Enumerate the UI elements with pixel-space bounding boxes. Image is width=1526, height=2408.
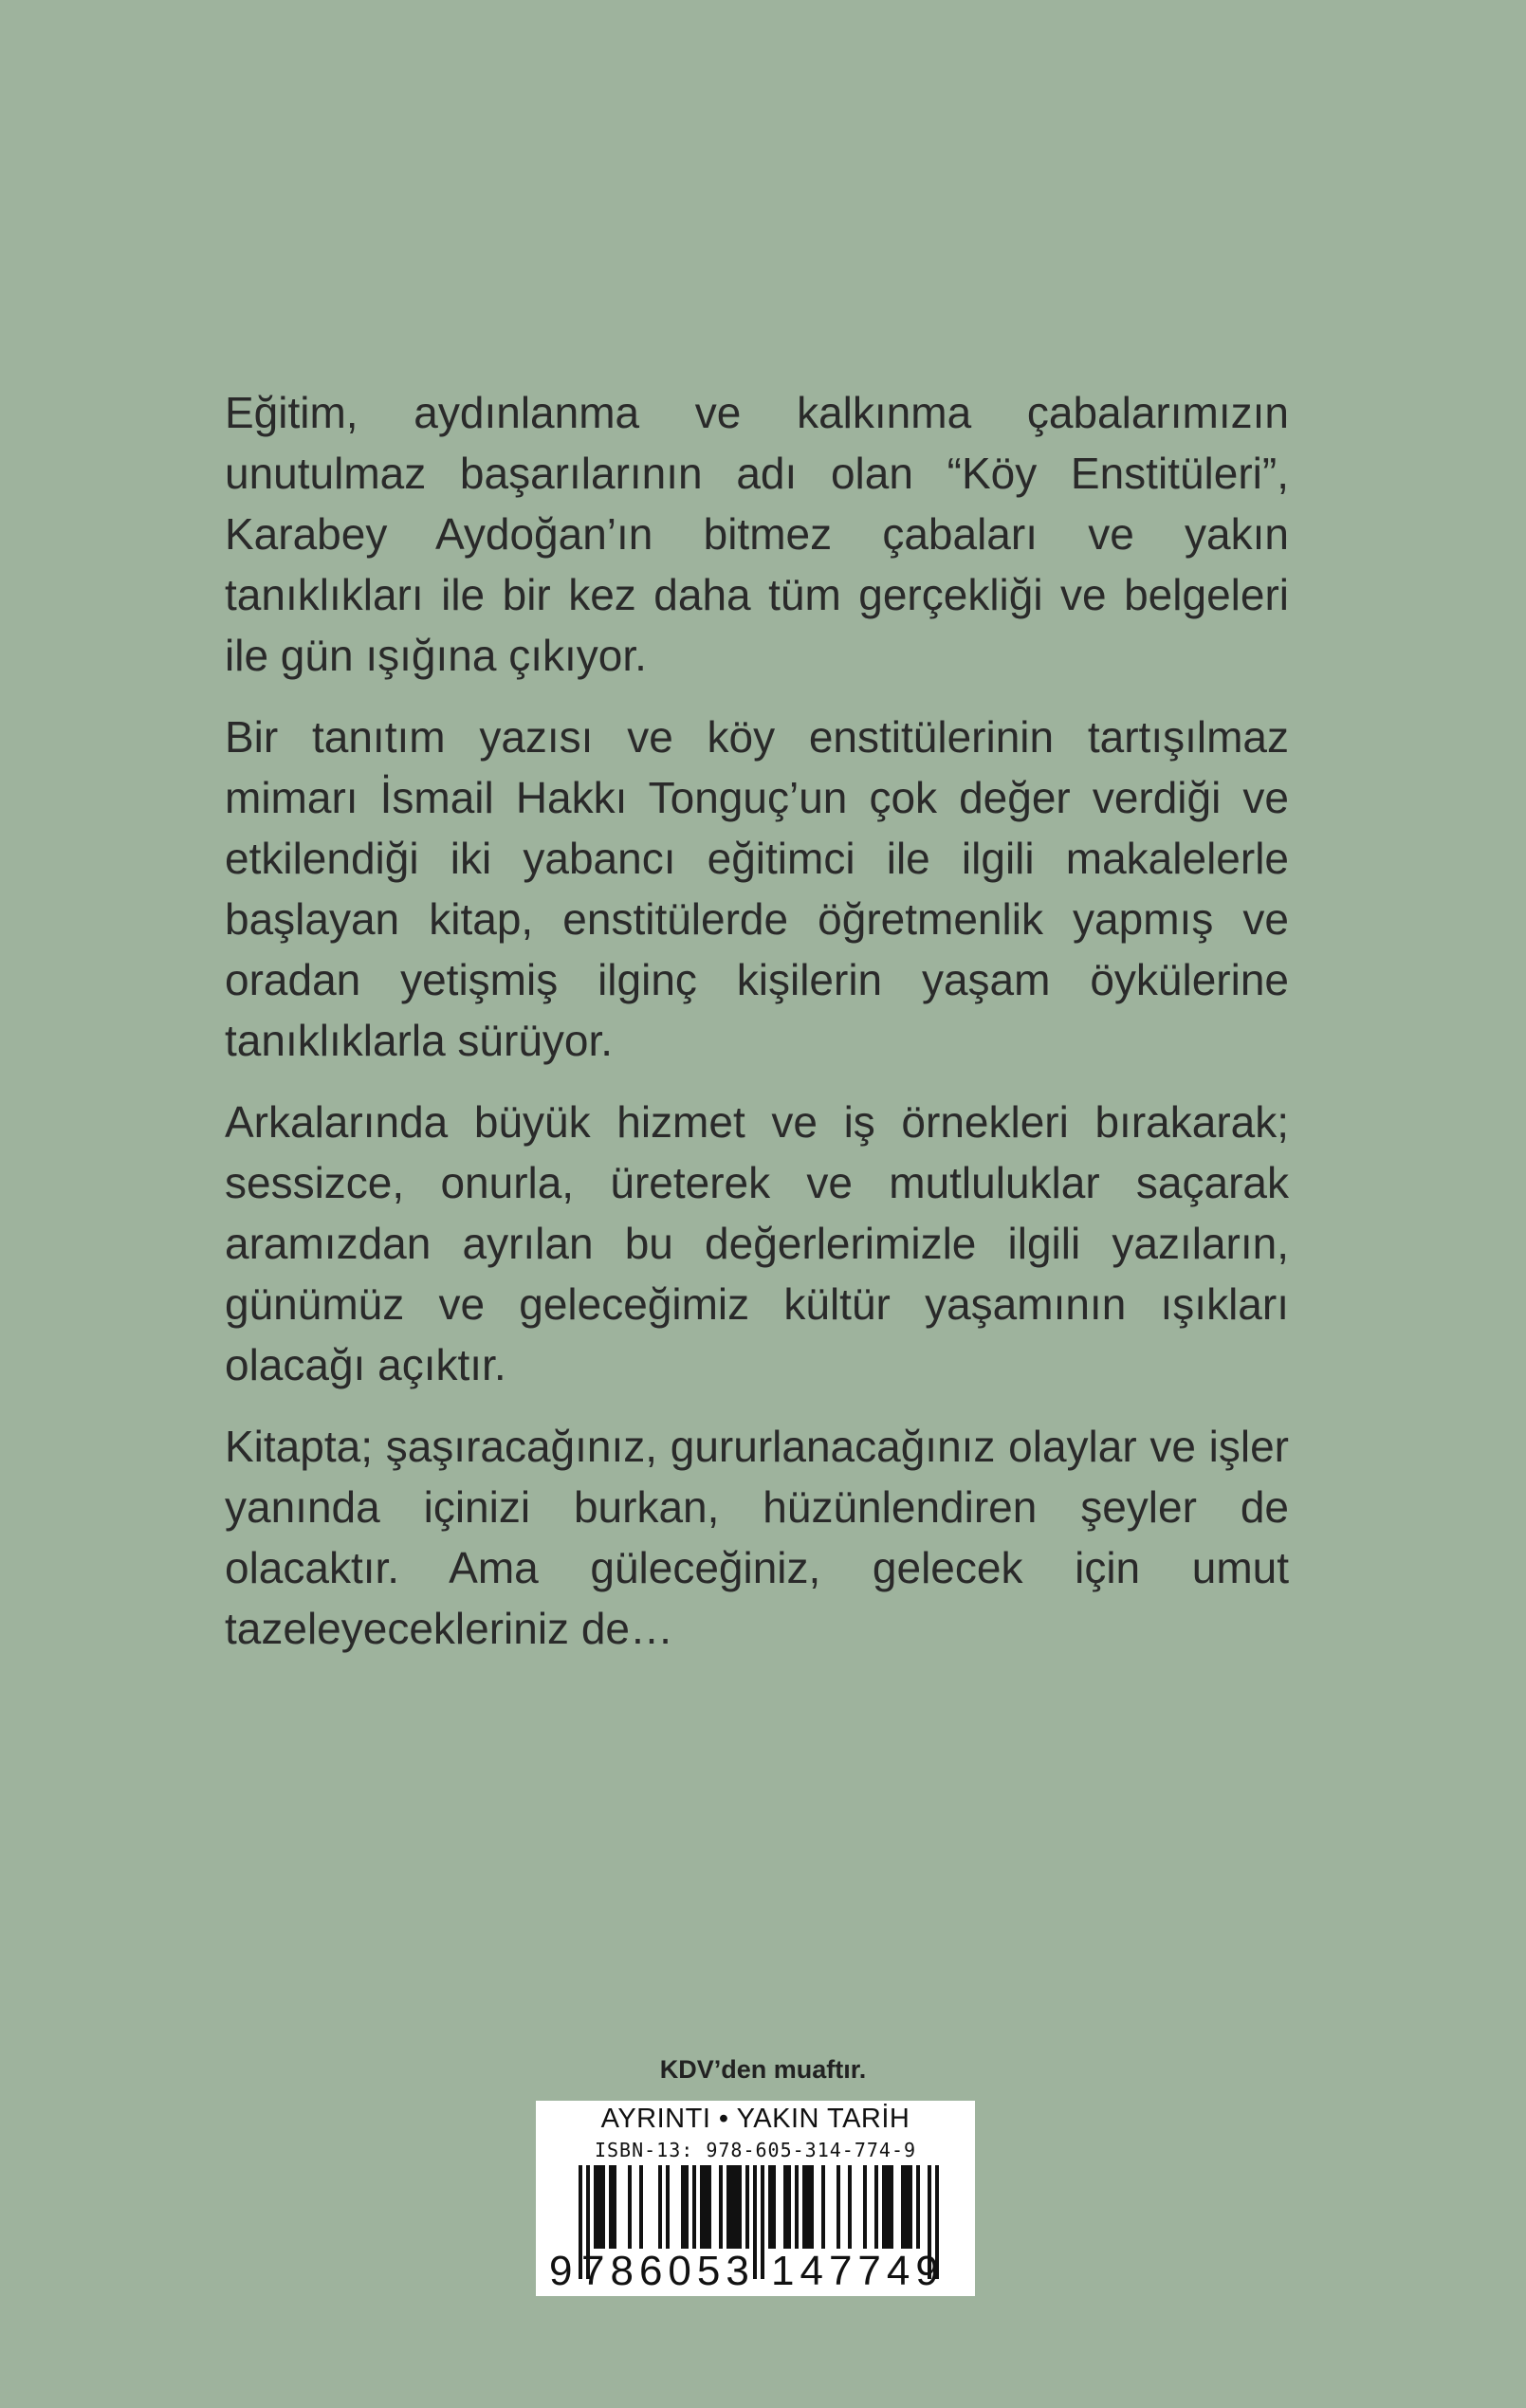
barcode-bar [734,2165,738,2249]
barcode-bar [708,2165,711,2249]
barcode-bar [609,2165,613,2249]
tax-exemption-note: KDV’den muaftır. [659,2055,867,2084]
barcode-digits-right: 147749 [771,2248,945,2294]
blurb-paragraph: Eğitim, aydınlanma ve kalkınma çabalarımızın unutulmaz başarılarının adı olan “Köy Enstitüleri”, Karabey Aydoğan’ın bitmez çabaları ve yakın tanıklıkları ile bir kez daha tüm gerçekliği ve belgeleri ile gün ışığına çıkıyor. [225,388,1289,680]
barcode-bar [666,2165,670,2249]
barcode-bar [681,2165,685,2249]
barcode-bar [802,2165,806,2249]
barcode-bar [719,2165,723,2249]
barcode-bar [863,2165,867,2249]
barcode-guard-bar [761,2165,764,2279]
barcode-bar [745,2165,749,2249]
barcode-bar [886,2165,890,2249]
barcode-bar [837,2165,840,2249]
barcode-bar [685,2165,689,2249]
barcode-bar [848,2165,852,2249]
barcode-bar [594,2165,598,2249]
barcode-bar [639,2165,643,2249]
blurb-paragraph: Arkalarında büyük hizmet ve iş örnekleri bırakarak; sessizce, onurla, üreterek ve mutluluklar saçarak aramızdan ayrılan bu değerlerimizle ilgili yazıların, günümüz ve geleceğimiz kültür yaşamının ışıkları olacağı açıktır. [225,1097,1289,1389]
barcode-bar [882,2165,886,2249]
barcode-bar [598,2165,601,2249]
barcode-publisher-series: AYRINTI • YAKIN TARİH [600,2104,910,2134]
barcode-bar [874,2165,878,2249]
barcode-bar [628,2165,632,2249]
barcode-isbn-text: ISBN-13: 978-605-314-774-9 [594,2139,917,2161]
barcode-bar [909,2165,912,2249]
barcode-bar [783,2165,787,2249]
barcode-bar [916,2165,920,2249]
barcode-bar [795,2165,799,2249]
barcode-first-digit: 9 [549,2248,573,2294]
blurb-text [225,382,1289,1680]
barcode-bar [787,2165,791,2249]
barcode-bar [726,2165,730,2249]
barcode-bar [810,2165,814,2249]
barcode-bar [890,2165,893,2249]
barcode-bar [901,2165,905,2249]
barcode-bar [738,2165,742,2249]
barcode-bar [658,2165,662,2249]
barcode-bar [905,2165,909,2249]
barcode-bar [700,2165,704,2249]
barcode-bar [704,2165,708,2249]
barcode-bar [768,2165,772,2249]
barcode-bar [613,2165,616,2249]
isbn-barcode [536,2101,975,2296]
barcode-bar [730,2165,734,2249]
barcode-bar [692,2165,696,2249]
barcode-bar [821,2165,825,2249]
barcode-bar [601,2165,605,2249]
barcode-bar [772,2165,776,2249]
blurb-paragraph: Kitapta; şaşıracağınız, gururlanacağınız olaylar ve işler yanında içinizi burkan, hüzünlendiren şeyler de olacaktır. Ama güleceğiniz, gelecek için umut tazeleyecekleriniz de… [225,1422,1289,1653]
blurb-paragraph: Bir tanıtım yazısı ve köy enstitülerinin tartışılmaz mimarı İsmail Hakkı Tonguç’un çok değer verdiği ve etkilendiği iki yabancı eğitimci ile ilgili makalelerle başlayan kitap, enstitülerde öğretmenlik yapmış ve oradan yetişmiş ilginç kişilerin yaşam öykülerine tanıklıklarla sürüyor. [225,712,1289,1065]
barcode-digits-left: 786053 [581,2248,755,2294]
barcode-bar [806,2165,810,2249]
